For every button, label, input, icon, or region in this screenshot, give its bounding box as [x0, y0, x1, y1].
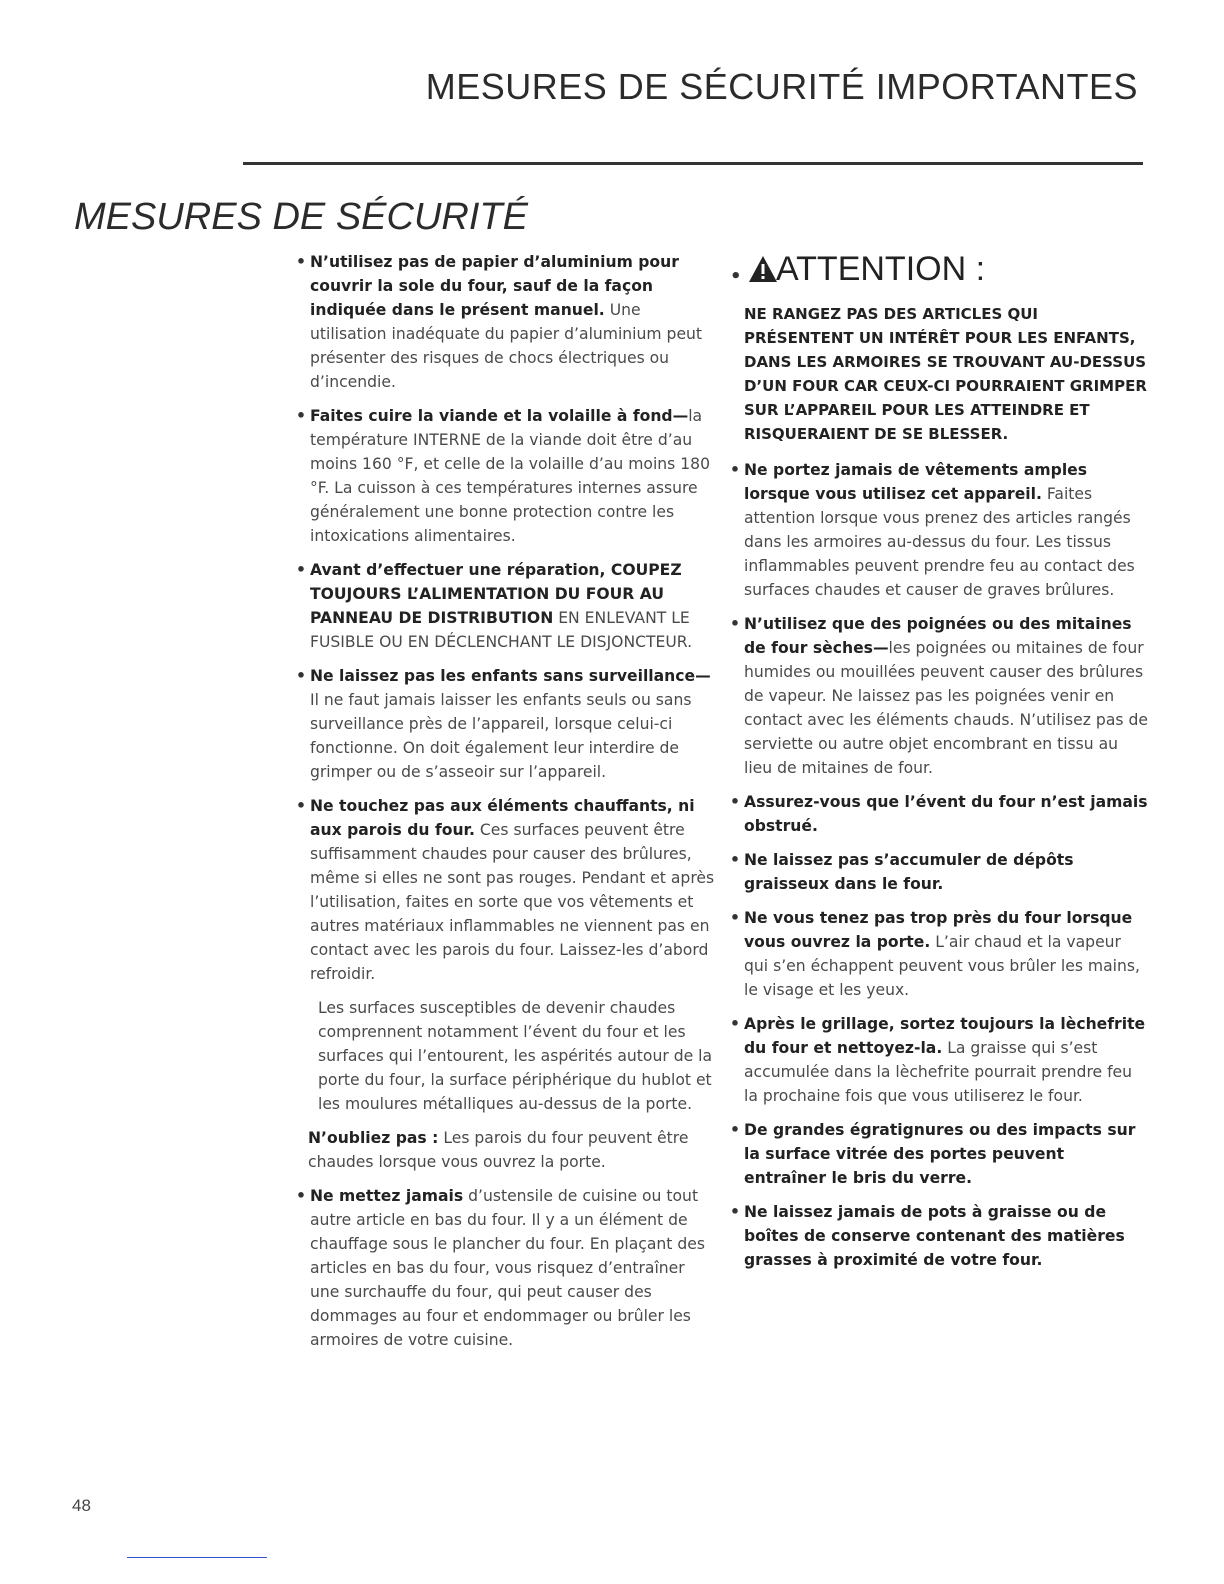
safety-item-heading: N’utilisez que des poignées ou des mitaines de four sèches— — [744, 615, 1132, 657]
attention-label: ATTENTION : — [776, 250, 986, 288]
safety-item — [730, 1012, 1150, 1108]
left-column — [296, 250, 716, 1362]
bullet-icon: • — [730, 615, 740, 633]
safety-item — [296, 404, 716, 548]
warning-triangle-icon — [748, 254, 778, 284]
safety-item-text: les poignées ou mitaines de four humides ou mouillées peuvent causer des brûlures de vapeur. Ne laissez pas les poignées venir en contact avec les éléments chauds. N’utilisez pas de serviette ou autre objet encombrant en tissu au lieu de mitaines de four. — [744, 639, 1148, 777]
safety-item-heading: Ne portez jamais de vêtements amples lorsque vous utilisez cet appareil. — [744, 461, 1088, 503]
safety-item-text: la température INTERNE de la viande doit être d’au moins 160 °F, et celle de la volaille d’au moins 180 °F. La cuisson à ces températures internes assure généralement une bonne protection contre les intoxications alimentaires. — [310, 407, 711, 545]
safety-item — [296, 794, 716, 986]
safety-item-heading: Ne mettez jamais — [310, 1187, 464, 1205]
safety-item-text: L’air chaud et la vapeur qui s’en échappent peuvent vous brûler les mains, le visage et les yeux. — [744, 933, 1140, 999]
reminder-text: Les parois du four peuvent être chaudes lorsque vous ouvrez la porte. — [308, 1129, 689, 1171]
safety-item-heading: Ne laissez pas les enfants sans surveillance— — [310, 667, 711, 685]
bullet-icon: • — [730, 793, 740, 811]
safety-item-text: Ces surfaces peuvent être suffisamment chaudes pour causer des brûlures, même si elles ne sont pas rouges. Pendant et après l’utilisation, faites en sorte que vos vêtements et autres matériaux inflammables ne viennent pas en contact avec les parois du four. Laissez-les d’abord refroidir. — [310, 821, 715, 983]
safety-item-text: EN ENLEVANT LE FUSIBLE OU EN DÉCLENCHANT LE DISJONCTEUR. — [310, 609, 693, 651]
safety-item — [296, 250, 716, 394]
safety-item-heading: Ne laissez pas s’accumuler de dépôts graisseux dans le four. — [744, 851, 1074, 893]
safety-item-heading: Ne vous tenez pas trop près du four lorsque vous ouvrez la porte. — [744, 909, 1133, 951]
safety-item — [730, 1200, 1150, 1272]
safety-item-heading: De grandes égratignures ou des impacts sur la surface vitrée des portes peuvent entraîner le bris du verre. — [744, 1121, 1136, 1187]
reminder-heading: N’oubliez pas : — [308, 1129, 439, 1147]
attention-text: NE RANGEZ PAS DES ARTICLES QUI PRÉSENTENT UN INTÉRÊT POUR LES ENFANTS, DANS LES ARMOIRES SE TROUVANT AU-DESSUS D’UN FOUR CAR CEUX-CI POURRAIENT GRIMPER SUR L’APPAREIL POUR LES ATTEINDRE ET RISQUERAIENT DE SE BLESSER. — [744, 305, 1147, 443]
right-column — [730, 250, 1150, 1282]
bullet-icon: • — [730, 1203, 740, 1221]
safety-item-heading: Après le grillage, sortez toujours la lèchefrite du four et nettoyez-la. — [744, 1015, 1146, 1057]
safety-item-heading: Faites cuire la viande et la volaille à fond— — [310, 407, 689, 425]
safety-item-heading: Ne touchez pas aux éléments chauffants, ni aux parois du four. — [310, 797, 695, 839]
safety-item-heading: N’utilisez pas de papier d’aluminium pour couvrir la sole du four, sauf de la façon indiquée dans le présent manuel. — [310, 253, 679, 319]
page-number: 48 — [72, 1496, 91, 1515]
safety-item-text: La graisse qui s’est accumulée dans la lèchefrite pourrait prendre feu la prochaine fois que vous utiliserez le four. — [744, 1039, 1133, 1105]
bullet-icon: • — [730, 266, 742, 287]
safety-item — [730, 790, 1150, 838]
bullet-icon: • — [296, 667, 306, 685]
safety-item — [296, 1184, 716, 1352]
section-title: MESURES DE SÉCURITÉ — [74, 196, 528, 238]
safety-item-heading: Assurez-vous que l’évent du four n’est jamais obstrué. — [744, 793, 1148, 835]
safety-item — [730, 612, 1150, 780]
bullet-icon: • — [730, 851, 740, 869]
bullet-icon: • — [730, 1015, 740, 1033]
safety-item-text: Il ne faut jamais laisser les enfants seuls ou sans surveillance près de l’appareil, lorsque celui-ci fonctionne. On doit également leur interdire de grimper ou de s’asseoir sur l’appareil. — [310, 691, 692, 781]
safety-item — [296, 558, 716, 654]
safety-item — [296, 664, 716, 784]
footer-link-line[interactable] — [127, 1557, 267, 1558]
safety-item — [730, 906, 1150, 1002]
safety-item-text: d’ustensile de cuisine ou tout autre article en bas du four. Il y a un élément de chauffage sous le plancher du four. En plaçant des articles en bas du four, vous risquez d’entraîner une surchauffe du four, qui peut causer des dommages au four et endommager ou brûler les armoires de votre cuisine. — [310, 1187, 705, 1349]
safety-item — [730, 458, 1150, 602]
attention-heading — [730, 250, 1150, 298]
safety-item-text: Faites attention lorsque vous prenez des articles rangés dans les armoires au-dessus du four. Les tissus inflammables peuvent prendre feu au contact des surfaces chaudes et causer de graves brûlures. — [744, 485, 1135, 599]
bullet-icon: • — [730, 909, 740, 927]
bullet-icon: • — [730, 1121, 740, 1139]
header-divider — [243, 162, 1143, 165]
bullet-icon: • — [296, 561, 306, 579]
bullet-icon: • — [296, 1187, 306, 1205]
bullet-icon: • — [296, 253, 306, 271]
safety-item — [730, 1118, 1150, 1190]
safety-item-heading: Avant d’effectuer une réparation, COUPEZ TOUJOURS L’ALIMENTATION DU FOUR AU PANNEAU DE DISTRIBUTION — [310, 561, 682, 627]
bullet-icon: • — [296, 407, 306, 425]
surfaces-note: Les surfaces susceptibles de devenir chaudes comprennent notamment l’évent du four et les surfaces qui l’entourent, les aspérités autour de la porte du four, la surface périphérique du hublot et les moulures métalliques au-dessus de la porte. — [318, 999, 713, 1113]
page-header-title: MESURES DE SÉCURITÉ IMPORTANTES — [425, 66, 1138, 107]
bullet-icon: • — [730, 461, 740, 479]
reminder-note — [296, 1126, 716, 1174]
safety-item-heading: Ne laissez jamais de pots à graisse ou de boîtes de conserve contenant des matières grasses à proximité de votre four. — [744, 1203, 1125, 1269]
safety-item-text: Une utilisation inadéquate du papier d’aluminium peut présenter des risques de chocs électriques ou d’incendie. — [310, 301, 703, 391]
bullet-icon: • — [296, 797, 306, 815]
safety-item — [730, 848, 1150, 896]
